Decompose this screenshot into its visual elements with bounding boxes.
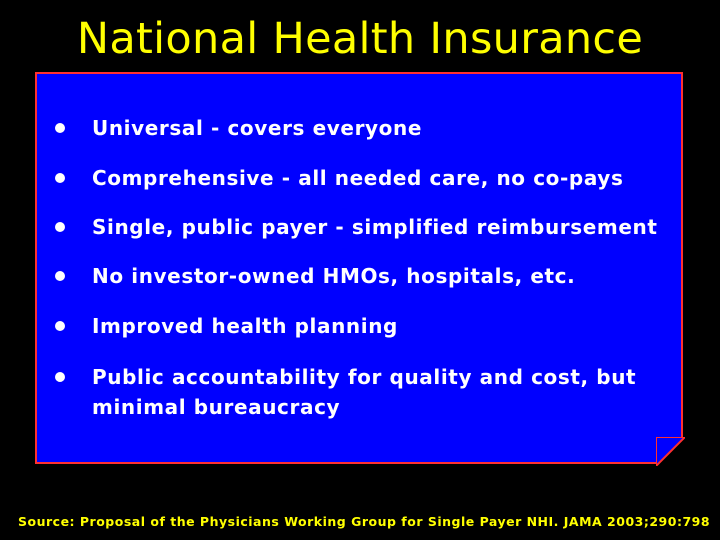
slide-title: National Health Insurance [76,14,644,64]
bullet-text: Single, public payer - simplified reimbursement [92,215,658,239]
bullet-dot-icon [55,321,65,331]
bullet-dot-icon [55,123,65,133]
source-citation: Source: Proposal of the Physicians Working Group for Single Payer NHI. JAMA 2003;290:798 [18,514,711,529]
bullet-dot-icon [55,271,65,281]
bullet-text: Universal - covers everyone [92,116,423,140]
bullet-text: Improved health planning [92,314,398,338]
bullet-dot-icon [55,173,65,183]
bullet-text: Comprehensive - all needed care, no co-pays [92,166,624,190]
bullet-dot-icon [55,372,65,382]
bullet-text: No investor-owned HMOs, hospitals, etc. [92,264,576,288]
page-curl-icon [656,437,685,466]
bullet-text: Public accountability for quality and cost, but minimal bureaucracy [92,365,637,419]
bullet-dot-icon [55,222,65,232]
